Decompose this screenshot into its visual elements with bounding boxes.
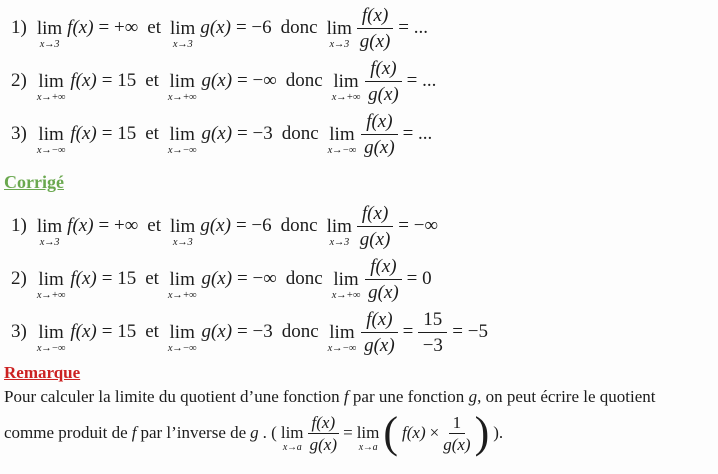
f-limit-value: = +∞ xyxy=(98,17,139,38)
lim-subscript: x→+∞ xyxy=(331,91,361,103)
quotient-fraction xyxy=(357,203,393,250)
g-of-x: g(x) xyxy=(201,70,233,91)
corrige-line-2 xyxy=(11,255,714,303)
limit-operator xyxy=(281,413,304,453)
fraction-denominator: −3 xyxy=(422,334,443,356)
lim-word: lim xyxy=(169,123,195,145)
f-of-x: f(x) xyxy=(70,123,97,144)
limit-operator xyxy=(327,6,352,51)
problem-number: 3) xyxy=(11,123,27,144)
lim-word: lim xyxy=(326,17,352,39)
f-of-x: f(x) xyxy=(70,321,97,342)
fraction-denominator: g(x) xyxy=(359,30,391,52)
lim-subscript: x→3 xyxy=(39,38,60,50)
g-limit-value: = −3 xyxy=(237,321,273,342)
result-placeholder: = ... xyxy=(402,123,433,144)
remark-text: comme produit de xyxy=(4,423,128,442)
quotient-fraction xyxy=(361,309,397,356)
lim-subscript: x→+∞ xyxy=(36,289,66,301)
lim-subscript: x→−∞ xyxy=(327,144,357,156)
lim-word: lim xyxy=(38,268,64,290)
f-limit-value: = 15 xyxy=(101,123,137,144)
donc-word: donc xyxy=(281,321,319,342)
f-limit-value: = +∞ xyxy=(98,215,139,236)
limit-operator xyxy=(332,257,361,302)
f-limit-value: = 15 xyxy=(101,70,137,91)
lim-word: lim xyxy=(170,215,196,237)
problem-number: 2) xyxy=(11,268,27,289)
donc-word: donc xyxy=(281,123,319,144)
lim-subscript: x→+∞ xyxy=(167,91,197,103)
close-paren: ). xyxy=(493,423,504,442)
value-fraction xyxy=(418,309,447,356)
lim-word: lim xyxy=(329,123,355,145)
lim-subscript: x→+∞ xyxy=(167,289,197,301)
lim-word: lim xyxy=(333,70,359,92)
quotient-fraction xyxy=(361,111,397,158)
limit-operator xyxy=(37,59,66,104)
result-value: = −∞ xyxy=(398,215,439,236)
limit-operator xyxy=(168,257,197,302)
et-word: et xyxy=(147,17,161,38)
big-close-paren: ) xyxy=(474,408,490,457)
g-limit-value: = −6 xyxy=(235,17,272,38)
limit-operator xyxy=(328,112,357,157)
corrige-heading: Corrigé xyxy=(4,172,64,192)
lim-subscript: x→−∞ xyxy=(167,144,197,156)
f-symbol: f xyxy=(343,387,349,406)
g-limit-value: = −6 xyxy=(235,215,272,236)
fraction-numerator: f(x) xyxy=(361,309,397,333)
remark-text: Pour calculer la limite du quotient d’une fonction xyxy=(4,387,340,406)
g-limit-value: = −3 xyxy=(237,123,273,144)
g-of-x: g(x) xyxy=(200,215,231,236)
open-paren: . ( xyxy=(262,423,277,442)
g-of-x: g(x) xyxy=(201,321,233,342)
big-open-paren: ( xyxy=(383,408,399,457)
fraction-denominator: g(x) xyxy=(368,281,399,303)
lim-word: lim xyxy=(356,423,380,442)
lim-word: lim xyxy=(169,321,195,343)
limit-operator xyxy=(168,112,197,157)
g-of-x: g(x) xyxy=(201,123,233,144)
remarque-heading: Remarque xyxy=(4,363,81,382)
lim-word: lim xyxy=(280,423,304,442)
remark-text: par une fonction xyxy=(352,387,465,406)
quotient-fraction xyxy=(365,58,401,105)
fraction-numerator: f(x) xyxy=(365,58,401,82)
f-of-x: f(x) xyxy=(70,268,97,289)
result-value: = 0 xyxy=(406,268,432,289)
et-word: et xyxy=(147,215,161,236)
lim-subscript: x→+∞ xyxy=(331,289,361,301)
lim-subscript: x→3 xyxy=(329,236,349,248)
quotient-fraction xyxy=(357,5,393,52)
lim-subscript: x→3 xyxy=(329,38,349,50)
donc-word: donc xyxy=(280,215,318,236)
lim-subscript: x→−∞ xyxy=(327,342,357,354)
limit-operator xyxy=(170,204,195,249)
donc-word: donc xyxy=(285,70,323,91)
fraction-numerator: f(x) xyxy=(308,413,340,434)
fraction-numerator: f(x) xyxy=(361,111,397,135)
limit-operator xyxy=(37,112,66,157)
g-symbol: g xyxy=(250,423,259,442)
problem-number: 2) xyxy=(11,70,27,91)
et-word: et xyxy=(145,70,159,91)
f-symbol: f xyxy=(131,423,137,442)
fraction-denominator: g(x) xyxy=(443,434,471,454)
f-limit-value: = 15 xyxy=(101,321,137,342)
fraction-denominator: g(x) xyxy=(364,334,395,356)
problem-number: 1) xyxy=(11,17,27,38)
limit-operator xyxy=(328,310,357,355)
g-limit-value: = −∞ xyxy=(237,268,277,289)
remark-text: , on peut écrire le quotient xyxy=(477,387,656,406)
fraction-numerator: 1 xyxy=(449,413,466,434)
lim-word: lim xyxy=(38,70,64,92)
g-limit-value: = −∞ xyxy=(237,70,277,91)
remark-text: par l’inverse de xyxy=(140,423,247,442)
inverse-fraction xyxy=(443,413,470,454)
corrige-line-1 xyxy=(11,202,714,250)
fraction-numerator: 15 xyxy=(418,309,447,333)
lim-subscript: x→−∞ xyxy=(167,342,197,354)
lim-subscript: x→3 xyxy=(172,236,193,248)
limit-operator xyxy=(357,413,380,453)
result-value: = −5 xyxy=(452,321,488,342)
lim-word: lim xyxy=(333,268,359,290)
limit-operator xyxy=(37,204,62,249)
et-word: et xyxy=(145,123,159,144)
lim-word: lim xyxy=(169,70,195,92)
fraction-denominator: g(x) xyxy=(364,136,395,158)
f-of-x: f(x) xyxy=(67,215,94,236)
f-of-x: f(x) xyxy=(402,423,426,442)
lim-subscript: x→+∞ xyxy=(36,91,66,103)
problem-number: 1) xyxy=(11,215,27,236)
limit-operator xyxy=(37,6,62,51)
lim-subscript: x→3 xyxy=(172,38,193,50)
quotient-fraction xyxy=(365,256,401,303)
equals-sign: = xyxy=(402,321,414,342)
fraction-numerator: f(x) xyxy=(365,256,401,280)
corrige-line-3 xyxy=(11,308,714,356)
result-placeholder: = ... xyxy=(398,17,428,38)
et-word: et xyxy=(145,268,159,289)
donc-word: donc xyxy=(285,268,323,289)
fraction-denominator: g(x) xyxy=(368,83,399,105)
g-of-x: g(x) xyxy=(201,268,233,289)
lim-subscript: x→a xyxy=(282,442,302,453)
result-placeholder: = ... xyxy=(406,70,437,91)
donc-word: donc xyxy=(280,17,318,38)
limit-operator xyxy=(168,59,197,104)
fraction-denominator: g(x) xyxy=(359,228,391,250)
fraction-numerator: f(x) xyxy=(357,203,393,227)
f-limit-value: = 15 xyxy=(101,268,137,289)
problem-number: 3) xyxy=(11,321,27,342)
et-word: et xyxy=(145,321,159,342)
exercise-line-2 xyxy=(11,57,714,105)
quotient-fraction xyxy=(308,413,340,454)
remark-formula-line xyxy=(4,408,714,458)
lim-word: lim xyxy=(36,215,63,237)
lim-word: lim xyxy=(38,321,64,343)
times-sign: × xyxy=(429,423,440,442)
lim-subscript: x→−∞ xyxy=(36,342,66,354)
g-of-x: g(x) xyxy=(200,17,231,38)
lim-subscript: x→a xyxy=(358,442,378,453)
limit-operator xyxy=(37,310,66,355)
exercise-line-3 xyxy=(11,110,714,158)
fraction-denominator: g(x) xyxy=(309,434,337,454)
equals-sign: = xyxy=(343,423,353,442)
lim-word: lim xyxy=(329,321,355,343)
f-of-x: f(x) xyxy=(67,17,94,38)
limit-operator xyxy=(170,6,195,51)
lim-word: lim xyxy=(170,17,196,39)
limit-operator xyxy=(332,59,361,104)
lim-word: lim xyxy=(36,17,63,39)
lim-word: lim xyxy=(38,123,64,145)
limit-operator xyxy=(37,257,66,302)
remark-paragraph xyxy=(4,386,714,408)
lim-word: lim xyxy=(169,268,195,290)
limit-operator xyxy=(168,310,197,355)
fraction-numerator: f(x) xyxy=(357,5,393,29)
limit-operator xyxy=(327,204,352,249)
lim-word: lim xyxy=(326,215,352,237)
lim-subscript: x→−∞ xyxy=(36,144,66,156)
g-symbol: g xyxy=(468,387,478,406)
lim-subscript: x→3 xyxy=(39,236,60,248)
exercise-line-1 xyxy=(11,4,714,52)
f-of-x: f(x) xyxy=(70,70,97,91)
